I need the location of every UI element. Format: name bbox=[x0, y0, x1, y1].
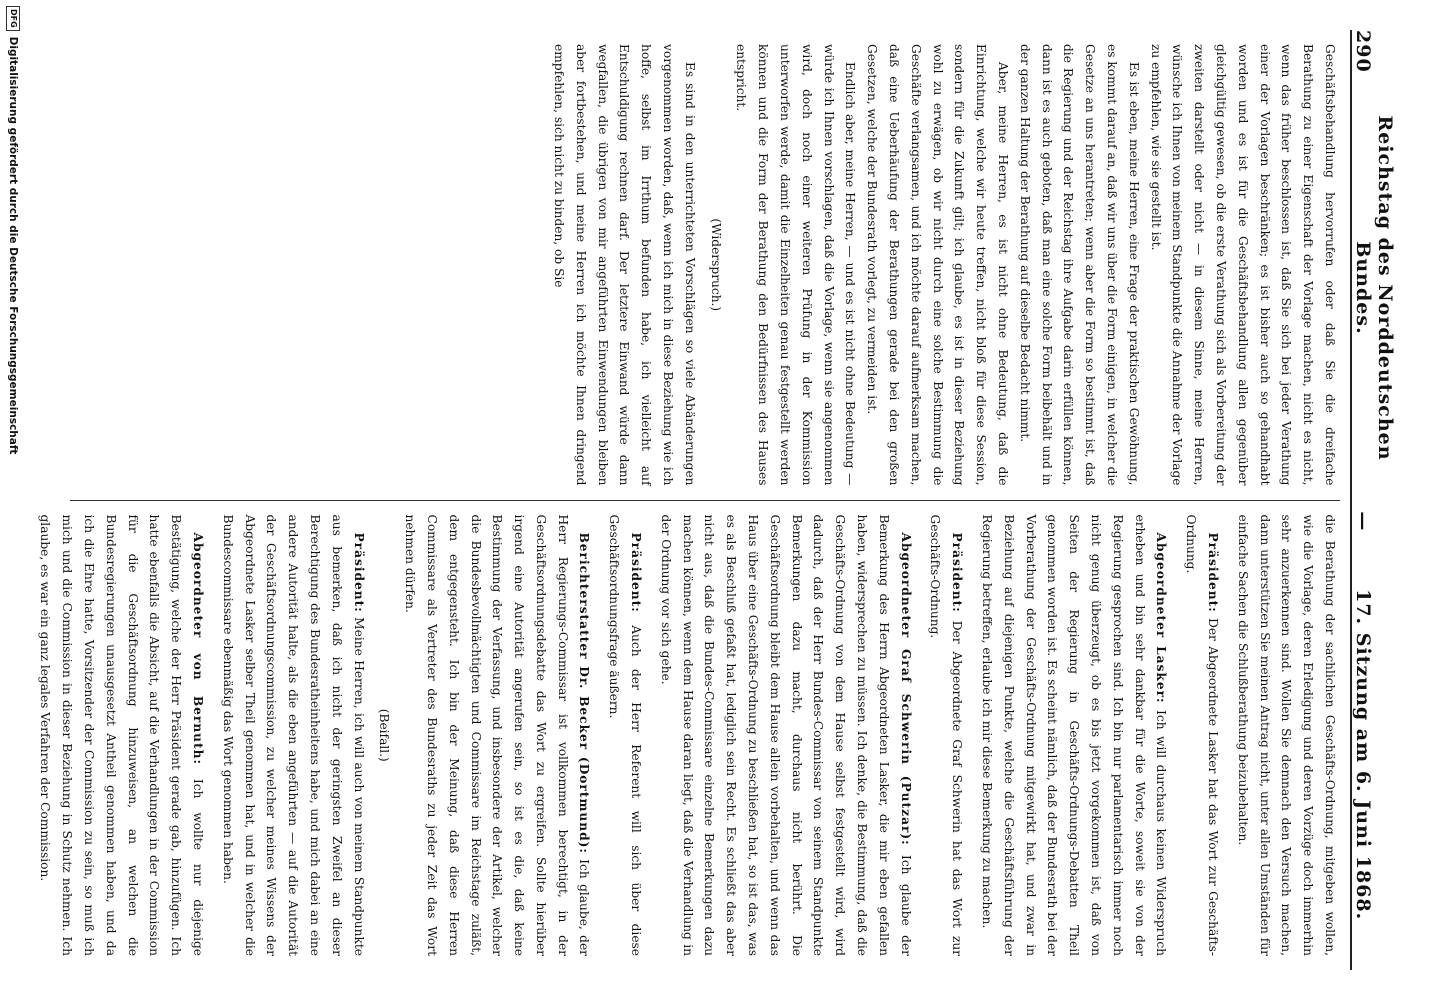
right-column bbox=[38, 500, 1340, 971]
speech bbox=[603, 515, 647, 957]
speaker-name: Abgeordneter Lasker: bbox=[1154, 532, 1169, 704]
page-header bbox=[1350, 30, 1396, 970]
paragraph: Endlich aber, meine Herren, — und es ist nicht ohne Bedeutung — würde ich Ihnen vorschlagen, daß die Vorlage, wenn sie angenommen wird, doch noch einer weiteren Prüfung in der Kommission unterworfen werde, damit die Einzelheiten genau festgestellt werden können und die Form der Berathung den Bedürfnissen des Hauses entspricht. bbox=[734, 44, 858, 486]
speech bbox=[1179, 515, 1223, 957]
header-separator: — bbox=[1352, 511, 1374, 532]
left-column bbox=[70, 30, 1340, 500]
digitization-footer bbox=[6, 0, 20, 1000]
speech-text: Der Abgeordnete Graf Schwerin hat das Wort zur Geschäfts-Ordnung. bbox=[928, 514, 965, 956]
header-left-title: Reichstag des Norddeutschen Bundes. bbox=[1352, 115, 1396, 461]
speech bbox=[398, 515, 594, 957]
speech-text: Ich glaube, der Herr Regierungs-Commissar ist vollkommen berechtigt, in der Geschäftsordnungsdebatte das Wort zu ergreifen. Sollte hierüber irgend eine Autorität angerufen sein, so ist es die, daß keine Bestimmung der Verfassung, und insbesondere der Artikel, welcher die Bundesbevollmächtigten und Commissare im Reichstage zuläßt, dem entgegensteht. Ich bin der Meinung, daß diese Herren Commissare als Vertreter des Bundesraths zu jeder Zeit das Wort nehmen dürfen. bbox=[403, 514, 592, 957]
speech bbox=[924, 515, 968, 957]
header-right-title: 17. Sitzung am 6. Juni 1868. bbox=[1352, 589, 1374, 921]
speaker-name: Präsident: bbox=[351, 532, 366, 613]
paragraph: Aber, meine Herren, es ist nicht ohne Bedeutung, daß die Einrichtung, welche wir heute treffen, nicht bloß für diese Session, sondern für die Zukunft gilt; ich glaube, es ist in dieser Beziehung wohl zu erwägen, ob wir nicht durch eine solche Bestimmung die Geschäfte verlangsamen, und ich möchte darauf aufmerksam machen, daß eine Ueberhäufung der Berathungen gerade bei den großen Gesetzen, welche der Bundesrath vorlegt, zu vermeiden ist. bbox=[865, 44, 1011, 486]
speaker-name: Präsident: bbox=[629, 532, 644, 613]
speech bbox=[654, 515, 916, 957]
speaker-name: Präsident: bbox=[950, 532, 965, 613]
speech-text: Ich glaube der Bemerkung des Herrn Abgeordneten Lasker, die mir eben gefallen haben, widersprechen zu müssen. Ich denke, die Bestimmung, daß die Geschäfts-Ordnung von dem Hause selbst festgestellt wird, wird dadurch, daß der Herr Bundes-Commissar von seinem Standpunkte Bemerkungen dazu macht, durchaus nicht berührt. Die Geschäftsordnung bleibt dem Hause allein vorbehalten, und wenn das Haus über eine Geschäfts-Ordnung zu beschließen hat, so ist das, was es als Beschluß gefaßt hat, lediglich sein Recht. Es schließt das aber nicht aus, daß die Bundes-Commissare einzelne Bemerkungen dazu machen können, wenn dem Hause daran liegt, daß die Verhandlung in der Ordnung vor sich gehe. bbox=[658, 514, 913, 956]
dfg-logo: DFG bbox=[6, 6, 20, 31]
speaker-name: Präsident: bbox=[1206, 532, 1221, 613]
paragraph: Es ist eben, meine Herren, eine Frage der praktischen Gewöhnung, es kommt darauf an, daß wir uns über die Form einigen, in welcher die Gesetze an uns herantreten; wenn aber die Form so bestimmt ist, daß die Regierung und der Reichstag ihre Aufgabe darin erfüllen können, dann ist es auch geboten, daß man eine solche Form beibehält und in der ganzen Haltung der Berathung auf dieselbe Bedacht nimmt. bbox=[1017, 44, 1141, 486]
speech bbox=[216, 515, 369, 957]
attribution-text: Digitalisierung gefördert durch die Deutsche Forschungsgemeinschaft bbox=[7, 36, 19, 455]
page-number: 290 bbox=[1352, 30, 1374, 73]
speech-text: Ich will durchaus keinen Widerspruch erheben und bin sehr dankbar für die Worte, soweit sie von der Regierung gesprochen sind. Ich bin nur parlamentarisch immer noch nicht genug überzeugt, ob es bis jetzt vorgekommen ist, daß von Seiten der Regierung in Geschäfts-Ordnungs-Debatten Theil genommen worden ist. Es scheint nämlich, daß der Bundesrath bei der Vorberathung der Geschäfts-Ordnung mitgewirkt hat, und zwar in Beziehung auf diejenigen Punkte, welche die Geschäftsführung der Regierung betreffen, erlaube ich mir diese Bemerkung zu machen. bbox=[980, 514, 1169, 957]
speaker-name: Abgeordneter Graf Schwerin (Putzar): bbox=[898, 532, 913, 846]
speech-text: Der Abgeordnete Lasker hat das Wort zur Geschäfts-Ordnung. bbox=[1184, 514, 1221, 957]
speech-text: Ich wollte nur diejenige Bestätigung, welche der Herr Präsident gerade gab, hinzufügen. Ich hatte ebenfalls die Absicht, auf die Verhandlungen in der Commission für die Geschäftsordnung hinzuweisen, an welchen die Bundesregierungen unausgesetzt Antheil genommen haben, und da ich die Ehre hatte, Vorsitzender der Commission zu sein, so muß ich mich und die Commission in dieser Beziehung in Schutz nehmen. Ich glaube, es war ein ganz legales Verfahren der Commission. bbox=[38, 514, 205, 956]
speech bbox=[34, 515, 208, 957]
speech-text: Meine Herren, ich will auch von meinem Standpunkte aus bemerken, daß ich nicht der geringsten Zweifel an dieser Berechtigung des Bundesratheinheitens habe, und mich dabei an eine andere Autorität halte, als die eben angeführten — auf die Autorität der Geschäftsordnungscommission, zu welcher meines Wissens der Abgeordnete Lasker selber Theil genommen hat, und in welcher die Bundescommissare ebenmäßig das Wort genommen haben. bbox=[220, 514, 366, 956]
interjection: (Widerspruch.) bbox=[708, 218, 723, 312]
interjection: (Beifall.) bbox=[377, 708, 392, 762]
paragraph: die Berathung der sachlichen Geschäfts-Ordnung, mitgeben wollen, wie die Vorlage, deren Erledigung und deren Vorzüge doch immerhin sehr anzuerkennen sind. Wollen Sie demnach den Versuch machen, dann unterstützen Sie meinen Antrag nicht, unter allen Umständen für einfache Sachen die Schlußberathung beizubehalten. bbox=[1235, 514, 1337, 956]
speech bbox=[975, 515, 1171, 957]
paragraph: Es sind in den unterrichteten Vorschlägen so viele Abänderungen vorgenommen worden, daß, wenn ich mich in diese Beziehung wie ich hoffe, selbst im Irrthum befunden habe, ich vielleicht auf Entschuldigung rechnen darf. Der letztere Einwand würde dann wegfallen, die übrigen von mir angeführten Einwendungen bleiben aber fortbestehen, und meine Herren ich möchte Ihnen dringend empfehlen, sich nicht zu binden, ob Sie bbox=[552, 44, 697, 486]
speaker-name: Berichterstatter Dr. Becker (Dortmund): bbox=[577, 532, 592, 854]
speech-text: Auch der Herr Referent will sich über diese Geschäftsordnungsfrage äußern. bbox=[607, 514, 644, 957]
speaker-name: Abgeordneter von Bernuth: bbox=[190, 532, 205, 766]
text-columns bbox=[38, 30, 1340, 970]
paragraph: Geschäftsbehandlung hervorrufen oder daß Sie die dreifache Berathung zu einer Eigenschaft der Vorlage machen, nicht es nicht, wenn das früher beschlossen ist, daß Sie sich bei jeder Verathung einer der Vorlagen beschränken; es ist bisher auch so gehandhabt worden und es ist für die Geschäftsbehandlung allen gegenüber gleichgültig gewesen, ob die erste Verathung sich als Vorbereitung der zweiten darstellt oder nicht — in diesem Sinne, meine Herren, wünsche ich Ihnen von meinem Standpunkte die Annahme der Vorlage zu empfehlen, wie sie gestellt ist. bbox=[1148, 44, 1337, 486]
